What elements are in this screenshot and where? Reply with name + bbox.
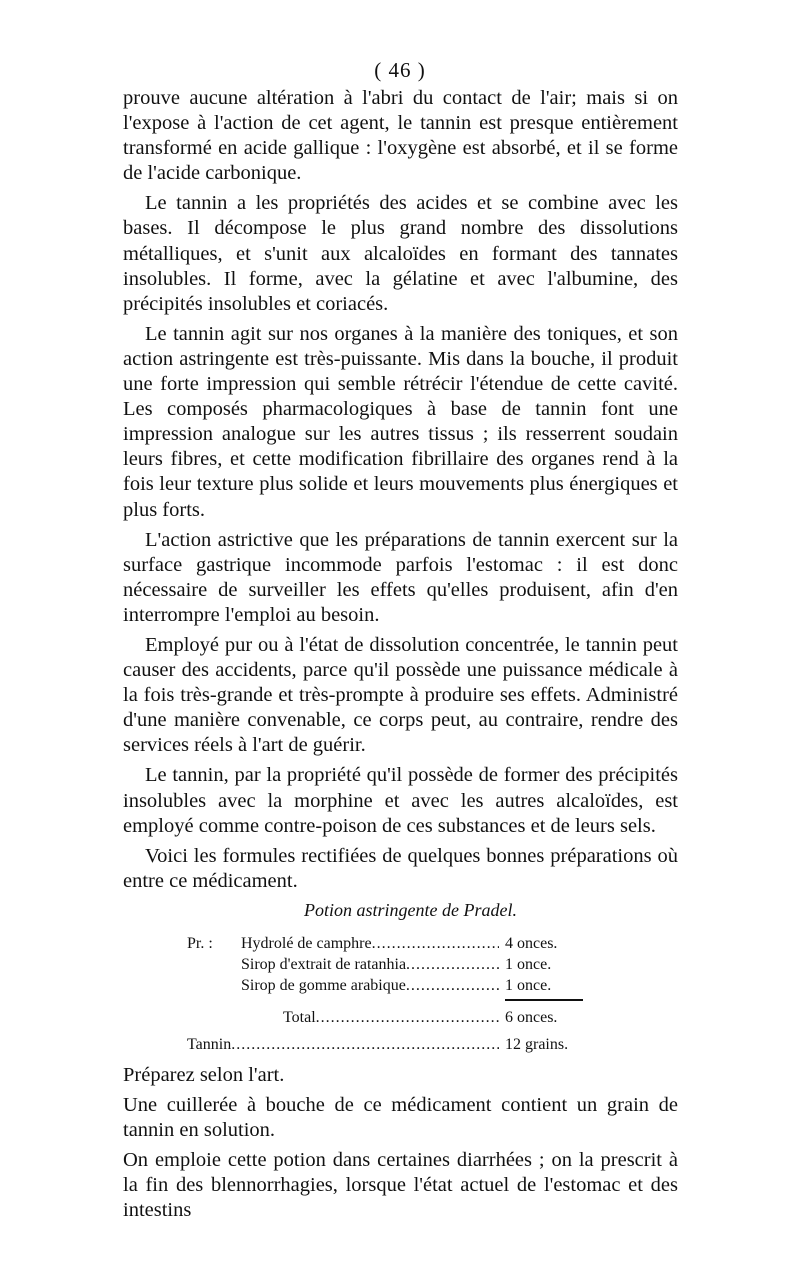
paragraph-2: Le tannin a les propriétés des acides et se combine avec les bases. Il décompose le plus grand nombre des dissolutions métalliques, et s'unit aux alcaloïdes en formant des tannates insolubles. Il forme, avec la gélatine et avec l'albumine, des précipités insolubles et coriacés. [123, 192, 678, 315]
paragraph-usage: On emploie cette potion dans certaines diarrhées ; on la prescrit à la fin des blennorrhagies, lorsque l'état actuel de l'estomac et des intestins [123, 1149, 678, 1222]
leader-dots [406, 954, 499, 975]
paragraph-prepare: Préparez selon l'art. [123, 1064, 285, 1086]
ingredient-qty: 4 onces. [505, 935, 558, 952]
paragraph-4: L'action astrictive que les préparations de tannin exercent sur la surface gastrique incommode parfois l'estomac : il est donc nécessaire de surveiller les effets qu'elles produisent, afin d'en interrompre l'emploi au besoin. [123, 528, 678, 626]
recipe-title: Potion astringente de Pradel. [304, 899, 517, 920]
recipe-row [187, 975, 587, 996]
total-label: Total [283, 1009, 316, 1026]
paragraph-1: prouve aucune altération à l'abri du contact de l'air; mais si on l'expose à l'action de cet agent, le tannin est presque entièrement transformé en acide gallique : l'oxygène est absorbé, et il se forme de l'acide carbonique. [123, 87, 678, 185]
total-qty: 6 onces. [505, 1009, 558, 1026]
recipe-prefix: Pr. : [187, 935, 213, 952]
tannin-qty: 12 grains. [505, 1036, 569, 1053]
recipe-table [187, 933, 587, 1055]
recipe-row [187, 954, 587, 975]
ingredient-qty: 1 once. [505, 956, 552, 973]
leader-dots [372, 933, 499, 954]
paragraph-5: Employé pur ou à l'état de dissolution concentrée, le tannin peut causer des accidents, parce qu'il possède une puissance médicale à la fois très-grande et très-prompte à produire ses effets. Administré d'une manière convenable, ce corps peut, au contraire, rendre des services réels à l'art de guérir. [123, 633, 678, 757]
total-rule [505, 999, 583, 1001]
ingredient-name: Hydrolé de camphre [241, 935, 372, 952]
leader-dots [231, 1034, 499, 1055]
recipe-row [187, 933, 587, 954]
paragraph-7: Voici les formules rectifiées de quelques bonnes préparations où entre ce médicament. [123, 844, 678, 892]
leader-dots [316, 1007, 499, 1028]
ingredient-name: Sirop de gomme arabique [241, 977, 406, 994]
page-number: ( 46 ) [374, 58, 426, 82]
paragraph-3: Le tannin agit sur nos organes à la manière des toniques, et son action astringente est très-puissante. Mis dans la bouche, il produit une forte impression qui semble rétrécir l'étendue de cette cavité. Les composés pharmacologiques à base de tannin font une impression analogue sur les autres tissus ; ils resserrent soudain leurs fibres, et cette modification fibrillaire des organes rend à la fois leur texture plus solide et leurs mouvements plus énergiques et plus forts. [123, 322, 678, 521]
paragraph-dose: Une cuillerée à bouche de ce médicament contient un grain de tannin en solution. [123, 1094, 678, 1142]
recipe-tannin-row [187, 1034, 587, 1055]
recipe-total-row [187, 1007, 587, 1028]
tannin-label: Tannin [187, 1036, 232, 1053]
paragraph-6: Le tannin, par la propriété qu'il possède de former des précipités insolubles avec la morphine et avec les autres alcaloïdes, est employé comme contre-poison de ces substances et de leurs sels. [123, 764, 678, 837]
ingredient-qty: 1 once. [505, 977, 552, 994]
ingredient-name: Sirop d'extrait de ratanhia [241, 956, 407, 973]
body-text [123, 86, 678, 1224]
leader-dots [406, 975, 499, 996]
